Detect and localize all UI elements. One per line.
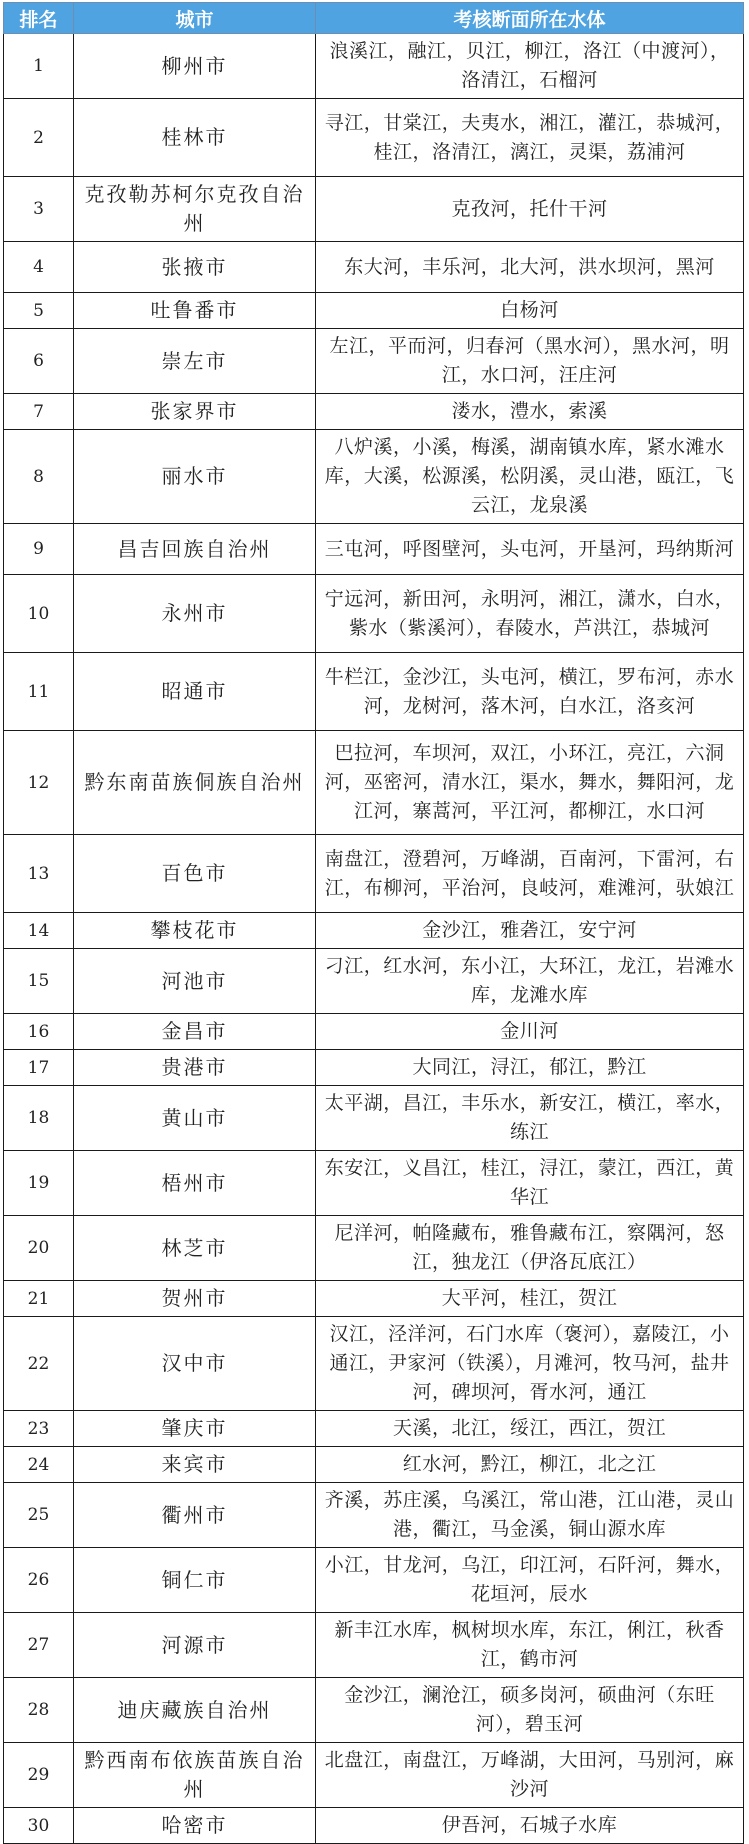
city-cell: 贵港市 [74,1050,316,1086]
city-cell: 贺州市 [74,1281,316,1317]
table-row [4,524,744,575]
rank-cell: 30 [4,1808,74,1844]
ranking-table-container [3,2,743,1844]
city-cell: 肇庆市 [74,1411,316,1447]
water-body-cell: 大平河，桂江，贺江 [316,1281,744,1317]
rank-cell: 6 [4,329,74,394]
water-body-cell: 左江，平而河，归春河（黑水河），黑水河，明江，水口河，汪庄河 [316,329,744,394]
ranking-table [3,2,744,1844]
table-row [4,242,744,293]
city-cell: 桂林市 [74,99,316,177]
table-row [4,177,744,242]
table-body [4,34,744,1844]
rank-cell: 20 [4,1216,74,1281]
table-row [4,913,744,949]
water-body-cell: 南盘江，澄碧河，万峰湖，百南河，下雷河，右江，布柳河，平治河，良岐河，难滩河，驮娘江 [316,835,744,913]
water-body-cell: 金沙江，澜沧江，硕多岗河，硕曲河（东旺河），碧玉河 [316,1678,744,1743]
city-cell: 黄山市 [74,1086,316,1151]
city-cell: 衢州市 [74,1483,316,1548]
rank-cell: 4 [4,242,74,293]
header-city: 城市 [74,3,316,34]
rank-cell: 8 [4,430,74,524]
city-cell: 永州市 [74,575,316,653]
water-body-cell: 天溪，北江，绥江，西江，贺江 [316,1411,744,1447]
table-row [4,430,744,524]
table-row [4,1151,744,1216]
rank-cell: 18 [4,1086,74,1151]
water-body-cell: 东安江，义昌江，桂江，浔江，蒙江，西江，黄华江 [316,1151,744,1216]
city-cell: 攀枝花市 [74,913,316,949]
header-rank: 排名 [4,3,74,34]
table-row [4,1613,744,1678]
rank-cell: 10 [4,575,74,653]
city-cell: 河池市 [74,949,316,1014]
header-row [4,3,744,34]
city-cell: 张家界市 [74,394,316,430]
water-body-cell: 伊吾河，石城子水库 [316,1808,744,1844]
water-body-cell: 东大河，丰乐河，北大河，洪水坝河，黑河 [316,242,744,293]
city-cell: 黔东南苗族侗族自治州 [74,731,316,835]
city-cell: 昌吉回族自治州 [74,524,316,575]
city-cell: 哈密市 [74,1808,316,1844]
rank-cell: 28 [4,1678,74,1743]
water-body-cell: 新丰江水库，枫树坝水库，东江，俐江，秋香江，鹤市河 [316,1613,744,1678]
table-row [4,835,744,913]
table-row [4,394,744,430]
rank-cell: 11 [4,653,74,731]
city-cell: 梧州市 [74,1151,316,1216]
table-row [4,99,744,177]
table-row [4,34,744,99]
rank-cell: 21 [4,1281,74,1317]
water-body-cell: 牛栏江，金沙江，头屯河，横江，罗布河，赤水河，龙树河，落木河，白水江，洛亥河 [316,653,744,731]
rank-cell: 27 [4,1613,74,1678]
table-row [4,1808,744,1844]
table-row [4,1216,744,1281]
water-body-cell: 红水河，黔江，柳江，北之江 [316,1447,744,1483]
city-cell: 铜仁市 [74,1548,316,1613]
rank-cell: 26 [4,1548,74,1613]
rank-cell: 14 [4,913,74,949]
rank-cell: 17 [4,1050,74,1086]
rank-cell: 16 [4,1014,74,1050]
rank-cell: 19 [4,1151,74,1216]
rank-cell: 22 [4,1317,74,1411]
water-body-cell: 金川河 [316,1014,744,1050]
table-row [4,1548,744,1613]
water-body-cell: 太平湖，昌江，丰乐水，新安江，横江，率水，练江 [316,1086,744,1151]
rank-cell: 3 [4,177,74,242]
table-row [4,1050,744,1086]
rank-cell: 5 [4,293,74,329]
water-body-cell: 八炉溪，小溪，梅溪，湖南镇水库，紧水滩水库，大溪，松源溪，松阴溪，灵山港，瓯江，飞云江，龙泉溪 [316,430,744,524]
table-row [4,329,744,394]
city-cell: 丽水市 [74,430,316,524]
table-row [4,1317,744,1411]
water-body-cell: 宁远河，新田河，永明河，湘江，潇水，白水，紫水（紫溪河），春陵水，芦洪江，恭城河 [316,575,744,653]
rank-cell: 9 [4,524,74,575]
water-body-cell: 浪溪江，融江，贝江，柳江，洛江（中渡河），洛清江，石榴河 [316,34,744,99]
city-cell: 克孜勒苏柯尔克孜自治州 [74,177,316,242]
water-body-cell: 齐溪，苏庄溪，乌溪江，常山港，江山港，灵山港，衢江，马金溪，铜山源水库 [316,1483,744,1548]
table-row [4,1678,744,1743]
rank-cell: 7 [4,394,74,430]
city-cell: 林芝市 [74,1216,316,1281]
city-cell: 汉中市 [74,1317,316,1411]
table-row [4,1281,744,1317]
water-body-cell: 溇水，澧水，索溪 [316,394,744,430]
water-body-cell: 克孜河，托什干河 [316,177,744,242]
table-row [4,1447,744,1483]
city-cell: 河源市 [74,1613,316,1678]
city-cell: 张掖市 [74,242,316,293]
water-body-cell: 北盘江，南盘江，万峰湖，大田河，马别河，麻沙河 [316,1743,744,1808]
water-body-cell: 汉江，泾洋河，石门水库（褒河），嘉陵江，小通江，尹家河（铁溪），月滩河，牧马河，盐井河，碑坝河，胥水河，通江 [316,1317,744,1411]
water-body-cell: 白杨河 [316,293,744,329]
rank-cell: 25 [4,1483,74,1548]
city-cell: 昭通市 [74,653,316,731]
rank-cell: 23 [4,1411,74,1447]
water-body-cell: 大同江，浔江，郁江，黔江 [316,1050,744,1086]
water-body-cell: 小江，甘龙河，乌江，印江河，石阡河，舞水，花垣河，辰水 [316,1548,744,1613]
water-body-cell: 三屯河，呼图壁河，头屯河，开垦河，玛纳斯河 [316,524,744,575]
table-row [4,1014,744,1050]
table-row [4,653,744,731]
city-cell: 黔西南布依族苗族自治州 [74,1743,316,1808]
rank-cell: 2 [4,99,74,177]
city-cell: 百色市 [74,835,316,913]
rank-cell: 24 [4,1447,74,1483]
rank-cell: 15 [4,949,74,1014]
rank-cell: 12 [4,731,74,835]
city-cell: 迪庆藏族自治州 [74,1678,316,1743]
table-row [4,293,744,329]
table-row [4,949,744,1014]
water-body-cell: 巴拉河，车坝河，双江，小环江，亮江，六洞河，巫密河，清水江，渠水，舞水，舞阳河，龙江河，寨蒿河，平江河，都柳江，水口河 [316,731,744,835]
table-row [4,575,744,653]
table-header [4,3,744,34]
city-cell: 吐鲁番市 [74,293,316,329]
table-row [4,1743,744,1808]
water-body-cell: 尼洋河，帕隆藏布，雅鲁藏布江，察隅河，怒江，独龙江（伊洛瓦底江） [316,1216,744,1281]
city-cell: 来宾市 [74,1447,316,1483]
city-cell: 金昌市 [74,1014,316,1050]
city-cell: 崇左市 [74,329,316,394]
table-row [4,731,744,835]
table-row [4,1086,744,1151]
water-body-cell: 金沙江，雅砻江，安宁河 [316,913,744,949]
rank-cell: 29 [4,1743,74,1808]
header-water-body: 考核断面所在水体 [316,3,744,34]
water-body-cell: 寻江，甘棠江，夫夷水，湘江，灌江，恭城河，桂江，洛清江，漓江，灵渠，荔浦河 [316,99,744,177]
table-row [4,1411,744,1447]
rank-cell: 13 [4,835,74,913]
water-body-cell: 刁江，红水河，东小江，大环江，龙江，岩滩水库，龙滩水库 [316,949,744,1014]
city-cell: 柳州市 [74,34,316,99]
table-row [4,1483,744,1548]
rank-cell: 1 [4,34,74,99]
